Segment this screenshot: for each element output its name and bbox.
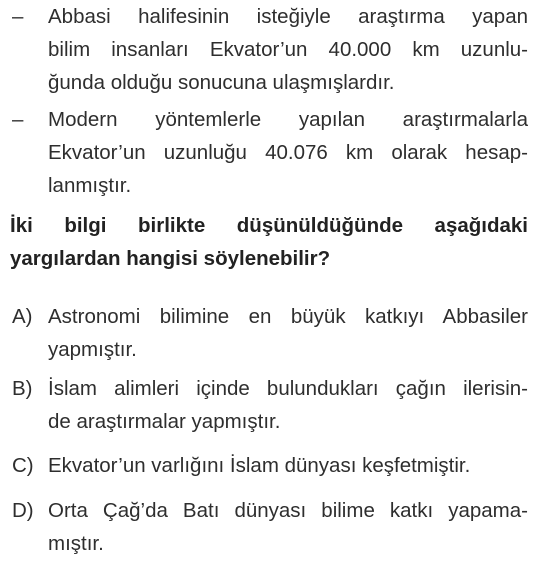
option-d-line-2[interactable] — [0, 527, 544, 560]
option-a-text-line-2[interactable]: yapmıştır. — [48, 338, 137, 361]
question-text-line-1: İki bilgi birlikte düşünüldüğünde aşağıdaki — [10, 214, 528, 237]
option-c-letter[interactable]: C) — [12, 454, 34, 477]
bullet-1-line-2 — [0, 33, 544, 66]
bullet-1-line-1 — [0, 0, 544, 33]
option-d-line-1[interactable] — [0, 494, 544, 527]
option-a-line-1[interactable] — [0, 300, 544, 333]
option-b-line-2[interactable] — [0, 405, 544, 438]
option-d-text-line-1[interactable]: Orta Çağ’da Batı dünyası bilime katkı yapama- — [48, 499, 528, 522]
option-a-letter[interactable]: A) — [12, 305, 33, 328]
bullet-1-dash: – — [12, 5, 24, 28]
option-b-line-1[interactable] — [0, 372, 544, 405]
bullet-2-line-2 — [0, 136, 544, 169]
question-text-line-2: yargılardan hangisi söylenebilir? — [10, 247, 331, 270]
bullet-2-line-3 — [0, 169, 544, 202]
option-d-text-line-2[interactable]: mıştır. — [48, 532, 104, 555]
option-a-line-2[interactable] — [0, 333, 544, 366]
bullet-2-text-line-3: lanmıştır. — [48, 174, 132, 197]
bullet-2-line-1 — [0, 103, 544, 136]
bullet-1-text-line-2: bilim insanları Ekvator’un 40.000 km uzunlu- — [48, 38, 528, 61]
question-line-2 — [0, 242, 544, 275]
option-b-text-line-1[interactable]: İslam alimleri içinde bulundukları çağın ilerisin- — [48, 377, 528, 400]
bullet-1-line-3 — [0, 66, 544, 99]
bullet-2-dash: – — [12, 108, 24, 131]
option-a-text-line-1[interactable]: Astronomi bilimine en büyük katkıyı Abbasiler — [48, 305, 528, 328]
option-b-letter[interactable]: B) — [12, 377, 33, 400]
bullet-1-text-line-3: ğunda olduğu sonucuna ulaşmışlardır. — [48, 71, 395, 94]
option-c-line-1[interactable] — [0, 449, 544, 482]
bullet-1-text-line-1: Abbasi halifesinin isteğiyle araştırma yapan — [48, 5, 528, 28]
bullet-2-text-line-2: Ekvator’un uzunluğu 40.076 km olarak hesap- — [48, 141, 528, 164]
bullet-2-text-line-1: Modern yöntemlerle yapılan araştırmalarla — [48, 108, 528, 131]
option-d-letter[interactable]: D) — [12, 499, 34, 522]
question-line-1 — [0, 209, 544, 242]
option-c-text-line-1[interactable]: Ekvator’un varlığını İslam dünyası keşfetmiştir. — [48, 454, 471, 477]
option-b-text-line-2[interactable]: de araştırmalar yapmıştır. — [48, 410, 281, 433]
